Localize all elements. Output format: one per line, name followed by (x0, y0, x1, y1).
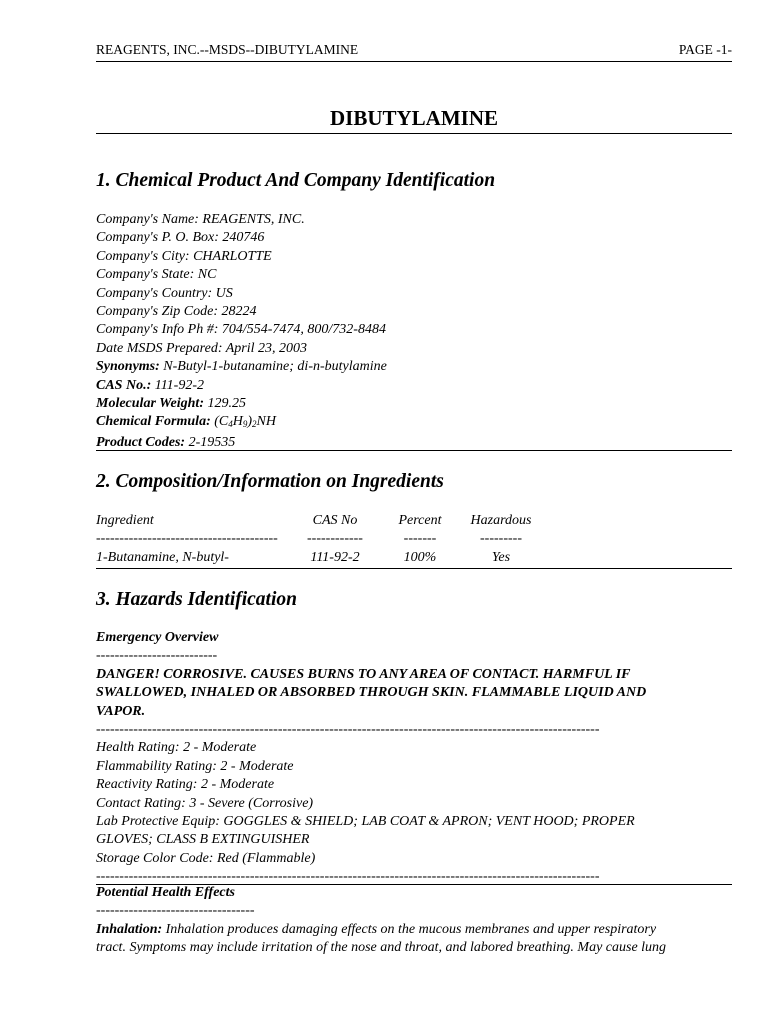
column-header-hazardous: Hazardous (470, 513, 532, 528)
table-header-row (96, 512, 732, 530)
synonyms-value: N-Butyl-1-butanamine; di-n-butylamine (159, 359, 387, 375)
section-2-divider (96, 568, 732, 569)
cas-label: CAS No.: (96, 377, 152, 393)
danger-line: DANGER! CORROSIVE. CAUSES BURNS TO ANY AREA OF CONTACT. HARMFUL IF (96, 666, 631, 682)
emergency-dashes: -------------------------- (96, 648, 218, 664)
company-name-line: Company's Name: REAGENTS, INC. (96, 212, 305, 227)
section-2-heading: 2. Composition/Information on Ingredients (96, 471, 444, 492)
section-1-divider (96, 450, 732, 451)
potential-health-effects-label: Potential Health Effects (96, 885, 235, 900)
company-state-line: Company's State: NC (96, 267, 217, 283)
header-document-id: REAGENTS, INC.--MSDS--DIBUTYLAMINE (96, 42, 359, 57)
section-1-heading: 1. Chemical Product And Company Identification (96, 170, 496, 191)
molecular-weight-value: 129.25 (204, 396, 246, 412)
inhalation-text: Inhalation produces damaging effects on the mucous membranes and upper respiratory (162, 921, 657, 937)
product-codes-label: Product Codes: (96, 434, 186, 450)
dash-separator: --------------------------------------- (96, 531, 278, 547)
column-header-ingredient: Ingredient (96, 513, 154, 528)
product-codes-value: 2-19535 (185, 434, 236, 450)
long-dash-separator: ------------------------------------------------------------------------------------------------------------ (96, 722, 600, 738)
dash-separator: ------------ (307, 531, 363, 547)
ingredient-cas-cell: 111-92-2 (310, 549, 360, 565)
molecular-weight-line (96, 395, 732, 413)
formula-part: H (232, 414, 243, 430)
contact-rating-line: Contact Rating: 3 - Severe (Corrosive) (96, 795, 314, 811)
formula-part: (C (210, 414, 229, 430)
section-3-heading: 3. Hazards Identification (96, 589, 297, 610)
table-row (96, 549, 732, 567)
company-country-line: Company's Country: US (96, 285, 233, 301)
inhalation-line (96, 921, 732, 939)
hazards-block (96, 629, 732, 887)
lab-protective-equip-line: Lab Protective Equip: GOGGLES & SHIELD; LAB COAT & APRON; VENT HOOD; PROPER (96, 814, 635, 830)
formula-part: ) (247, 414, 253, 430)
danger-line: VAPOR. (96, 703, 146, 719)
company-po-box-line: Company's P. O. Box: 240746 (96, 230, 265, 246)
chemical-formula-line (96, 413, 732, 433)
cas-line (96, 377, 732, 395)
ingredient-hazardous-cell: Yes (491, 549, 511, 565)
reactivity-rating-line: Reactivity Rating: 2 - Moderate (96, 777, 275, 793)
chemical-formula-label: Chemical Formula: (96, 414, 211, 430)
table-dash-row (96, 530, 732, 548)
formula-subscript: 4 (228, 419, 233, 430)
msds-date-line: Date MSDS Prepared: April 23, 2003 (96, 340, 308, 356)
synonyms-line (96, 358, 732, 376)
potential-effects-block (96, 884, 732, 958)
company-zip-line: Company's Zip Code: 28224 (96, 304, 257, 320)
ingredients-table (96, 512, 732, 567)
dash-separator: ------- (403, 531, 437, 547)
health-rating-line: Health Rating: 2 - Moderate (96, 740, 257, 756)
synonyms-label: Synonyms: (96, 359, 160, 375)
inhalation-line-2: tract. Symptoms may include irritation of the nose and throat, and labored breathing. May cause lung (96, 940, 667, 956)
lab-protective-equip-line-2: GLOVES; CLASS B EXTINGUISHER (96, 832, 310, 848)
long-dash-separator: ------------------------------------------------------------------------------------------------------------ (96, 869, 600, 885)
danger-line: SWALLOWED, INHALED OR ABSORBED THROUGH SKIN. FLAMMABLE LIQUID AND (96, 685, 647, 701)
dash-separator: --------- (480, 531, 522, 547)
molecular-weight-label: Molecular Weight: (96, 396, 204, 412)
storage-color-code-line: Storage Color Code: Red (Flammable) (96, 850, 316, 866)
formula-subscript: 9 (242, 419, 248, 430)
flammability-rating-line: Flammability Rating: 2 - Moderate (96, 758, 294, 774)
document-title: DIBUTYLAMINE (96, 106, 732, 134)
potential-dashes: ---------------------------------- (96, 903, 255, 919)
emergency-overview-label: Emergency Overview (96, 630, 219, 645)
header-page-number: PAGE -1- (678, 42, 732, 57)
inhalation-label: Inhalation: (96, 921, 163, 937)
ingredient-percent-cell: 100% (403, 549, 437, 565)
company-info-block (96, 211, 732, 452)
company-city-line: Company's City: CHARLOTTE (96, 248, 272, 264)
column-header-percent: Percent (398, 513, 442, 528)
cas-value: 111-92-2 (151, 377, 204, 393)
ingredient-name-cell: 1-Butanamine, N-butyl- (96, 549, 229, 565)
formula-subscript: 2 (252, 419, 257, 430)
column-header-cas: CAS No (312, 513, 358, 528)
company-phone-line: Company's Info Ph #: 704/554-7474, 800/732-8484 (96, 322, 386, 338)
formula-part: NH (256, 414, 276, 430)
page-header (96, 42, 732, 62)
